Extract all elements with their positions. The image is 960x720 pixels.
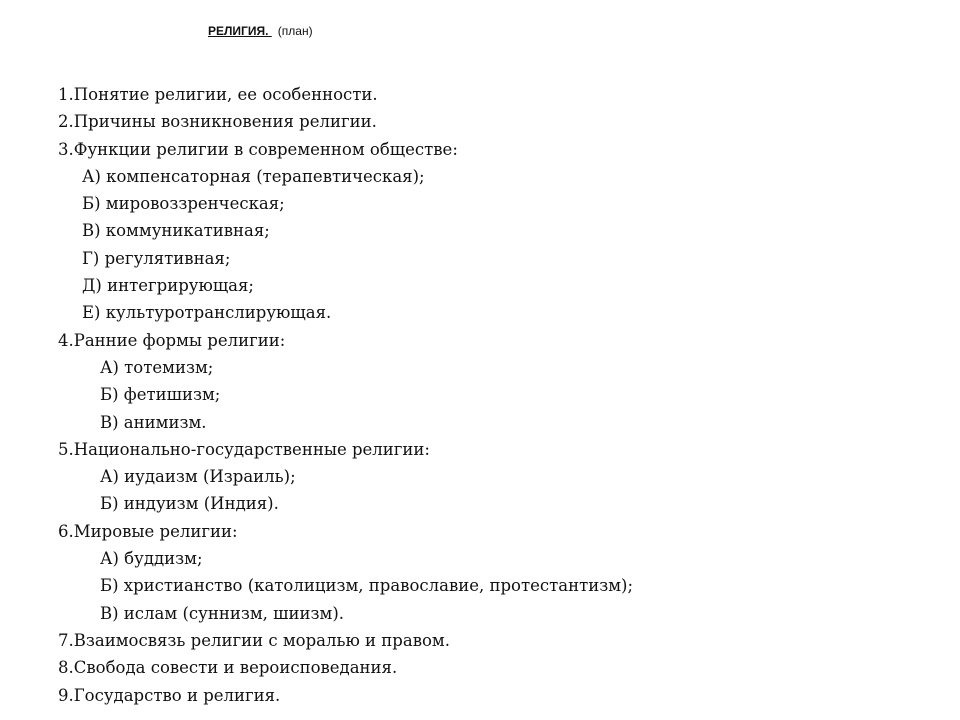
plan-subitem-3f: Е) культуротранслирующая.	[82, 303, 332, 323]
plan-subitem-6a: А) буддизм;	[100, 549, 203, 569]
plan-item-7: 7.Взаимосвязь религии с моралью и правом.	[58, 630, 450, 650]
plan-list	[58, 81, 948, 709]
plan-subitem-3a: А) компенсаторная (терапевтическая);	[82, 166, 425, 186]
document-title	[208, 22, 313, 40]
plan-item-1: 1.Понятие религии, ее особенности.	[58, 85, 378, 104]
plan-item-2: 2.Причины возникновения религии.	[58, 112, 377, 132]
plan-item-9: 9.Государство и религия.	[58, 685, 281, 705]
title-religion: РЕЛИГИЯ.	[208, 24, 272, 38]
plan-subitem-5a: А) иудаизм (Израиль);	[100, 467, 296, 487]
plan-subitem-6b: Б) христианство (католицизм, православие, протестантизм);	[100, 576, 634, 596]
title-plan: (план)	[277, 24, 313, 38]
plan-subitem-3b: Б) мировоззренческая;	[82, 194, 285, 214]
plan-item-3: 3.Функции религии в современном обществе:	[58, 139, 458, 159]
plan-item-5: 5.Национально-государственные религии:	[58, 439, 430, 459]
plan-item-6: 6.Мировые религии:	[58, 521, 238, 541]
plan-subitem-3d: Г) регулятивная;	[82, 248, 231, 268]
plan-subitem-4a: А) тотемизм;	[100, 357, 214, 377]
plan-subitem-5b: Б) индуизм (Индия).	[100, 494, 279, 514]
plan-item-4: 4.Ранние формы религии:	[58, 330, 286, 350]
plan-subitem-6c: В) ислам (суннизм, шиизм).	[100, 603, 344, 623]
plan-subitem-4c: В) анимизм.	[100, 412, 207, 432]
plan-subitem-3c: В) коммуникативная;	[82, 221, 270, 241]
plan-subitem-4b: Б) фетишизм;	[100, 385, 221, 405]
plan-subitem-3e: Д) интегрирующая;	[82, 276, 254, 296]
plan-item-8: 8.Свобода совести и вероисповедания.	[58, 658, 398, 678]
